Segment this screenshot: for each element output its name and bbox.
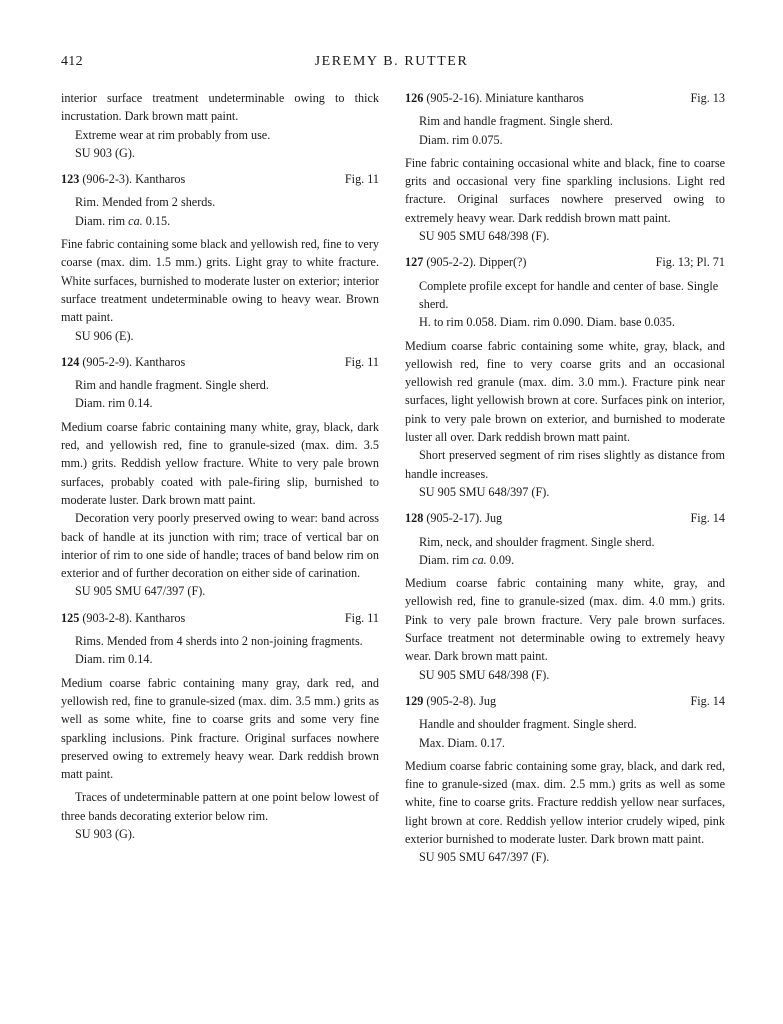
right-column bbox=[405, 89, 725, 867]
catalog-entry-124 bbox=[61, 353, 379, 601]
entry-title: (905-2-16). Miniature kantharos bbox=[423, 91, 584, 105]
running-head: JEREMY B. RUTTER bbox=[314, 54, 469, 69]
entry-dimensions: Diam. rim 0.14. bbox=[75, 396, 153, 411]
entry-dimensions: Diam. rim 0.14. bbox=[75, 652, 153, 667]
catalog-number: 125 bbox=[61, 610, 80, 625]
catalog-number: 126 bbox=[405, 91, 424, 105]
entry-description: Fine fabric containing occasional white and black, fine to coarse grits and occasional very fine sparkling inclusions. Light red fracture. Original surfaces nowhere preserved owing to extremely heavy wear. Dark reddish brown matt paint. bbox=[405, 155, 725, 225]
catalog-number: 123 bbox=[61, 172, 80, 187]
figure-ref: Fig. 11 bbox=[344, 354, 379, 369]
figure-ref: Fig. 13 bbox=[690, 91, 725, 105]
figure-ref: Fig. 11 bbox=[344, 172, 379, 187]
entry-su: SU 905 SMU 648/398 (F). bbox=[419, 229, 550, 244]
page-number: 412 bbox=[61, 54, 83, 69]
catalog-number: 128 bbox=[405, 511, 424, 526]
entry-preservation: Rim. Mended from 2 sherds. bbox=[75, 195, 216, 210]
entry-note: Short preserved segment of rim rises slightly as distance from handle increases. bbox=[405, 448, 725, 481]
entry-dimensions: Diam. rim 0.075. bbox=[419, 132, 503, 147]
entry-description: Medium coarse fabric containing some white, gray, black, and yellowish red, fine to very coarse grits and an occasional yellowish red granule (max. dim. 3.0 mm.). Fracture pink near surfaces, light yellowish brown at core. Surfaces pink on interior, pink to very pale brown on exterior, and burnished to moderate luster all over. Dark reddish brown matt paint. bbox=[405, 338, 725, 445]
entry-heading bbox=[61, 609, 379, 627]
entry-heading bbox=[61, 170, 379, 188]
catalog-entry-123 bbox=[61, 170, 379, 345]
entry-preservation: Rims. Mended from 4 sherds into 2 non-joining fragments. bbox=[75, 634, 363, 649]
catalog-number: 127 bbox=[405, 255, 424, 270]
entry-title: (905-2-17). Jug bbox=[423, 511, 503, 526]
catalog-entry-129 bbox=[405, 692, 725, 867]
entry-dimensions: Diam. rim ca. 0.15. bbox=[75, 213, 171, 228]
entry-dimensions: Max. Diam. 0.17. bbox=[419, 735, 505, 750]
entry-title: (905-2-9). Kantharos bbox=[79, 354, 186, 369]
entry-su: SU 905 SMU 647/397 (F). bbox=[75, 584, 206, 599]
entry-preservation: Complete profile except for handle and center of base. Single sherd. bbox=[419, 278, 719, 311]
figure-ref: Fig. 14 bbox=[690, 511, 725, 526]
figure-ref: Fig. 14 bbox=[690, 693, 725, 708]
entry-heading bbox=[61, 353, 379, 371]
entry-note: Traces of undeterminable pattern at one point below lowest of three bands decorating exterior below rim. bbox=[61, 790, 379, 823]
entry-dimensions: Diam. rim ca. 0.09. bbox=[419, 552, 515, 567]
catalog-number: 129 bbox=[405, 693, 424, 708]
entry-heading bbox=[405, 89, 725, 107]
entry-preservation: Handle and shoulder fragment. Single sherd. bbox=[419, 717, 637, 732]
entry-su: SU 906 (E). bbox=[75, 328, 134, 343]
entry-su: SU 905 SMU 647/397 (F). bbox=[419, 850, 550, 865]
entry-heading bbox=[405, 509, 725, 527]
entry-title: (905-2-2). Dipper(?) bbox=[423, 255, 527, 270]
entry-preservation: Rim, neck, and shoulder fragment. Single sherd. bbox=[419, 534, 655, 549]
entry-su: SU 905 SMU 648/398 (F). bbox=[419, 667, 550, 682]
entry-preservation: Rim and handle fragment. Single sherd. bbox=[419, 114, 613, 129]
entry-su: SU 905 SMU 648/397 (F). bbox=[419, 484, 550, 499]
catalog-entry-127 bbox=[405, 253, 725, 501]
figure-ref: Fig. 11 bbox=[344, 610, 379, 625]
entry-heading bbox=[405, 692, 725, 710]
entry-preservation: Rim and handle fragment. Single sherd. bbox=[75, 378, 269, 393]
catalog-entry-125 bbox=[61, 609, 379, 844]
catalog-entry-126 bbox=[405, 89, 725, 245]
continuation-text: interior surface treatment undeterminable owing to thick incrustation. Dark brown matt paint. bbox=[61, 91, 379, 124]
entry-heading bbox=[405, 253, 725, 271]
catalog-entry-128 bbox=[405, 509, 725, 684]
entry-description: Medium coarse fabric containing some gray, black, and dark red, fine to granule-sized (max. dim. 2.5 mm.) grits as well as some white, fine to coarse grits. Fracture reddish yellow near surfaces, light brown at core. Reddish yellow interior crudely wiped, pink exterior burnished to moderate luster. Dark brown matt paint. bbox=[405, 758, 725, 846]
entry-title: (903-2-8). Kantharos bbox=[79, 610, 186, 625]
entry-su: SU 903 (G). bbox=[75, 826, 135, 841]
continuation-su: SU 903 (G). bbox=[75, 145, 135, 160]
entry-dimensions: H. to rim 0.058. Diam. rim 0.090. Diam. base 0.035. bbox=[419, 315, 675, 330]
continuation-note: Extreme wear at rim probably from use. bbox=[75, 127, 271, 142]
entry-description: Fine fabric containing some black and yellowish red, fine to very coarse (max. dim. 1.5 mm.) grits. Light gray to white fracture. White surfaces, burnished to moderate luster on exterior; interior surface treatment undeterminable owing to heavy wear. Brown matt paint. bbox=[61, 237, 379, 325]
entry-title: (905-2-8). Jug bbox=[423, 693, 497, 708]
catalog-number: 124 bbox=[61, 354, 80, 369]
figure-ref: Fig. 13; Pl. 71 bbox=[655, 255, 725, 270]
entry-title: (906-2-3). Kantharos bbox=[79, 172, 186, 187]
entry-description: Medium coarse fabric containing many white, gray, black, dark red, and yellowish red, fine to granule-sized (max. dim. 3.5 mm.) grits. Reddish yellow fracture. White to very pale brown surfaces, probably coated with pale-firing slip, burnished to moderate luster. Dark brown matt paint. bbox=[61, 419, 379, 507]
entry-note: Decoration very poorly preserved owing to wear: band across back of handle at its junction with rim; trace of vertical bar on interior of rim to one side of handle; traces of band below rim on exterior and of further decoration on either side of carination. bbox=[61, 511, 379, 581]
entry-description: Medium coarse fabric containing many white, gray, and yellowish red, fine to granule-sized (max. dim. 4.0 mm.) grits. Pink to very pale brown fracture. Very pale brown surfaces. Surface treatment not determinable owing to extremely heavy wear. Dark brown matt paint. bbox=[405, 576, 725, 664]
entry-description: Medium coarse fabric containing many gray, dark red, and yellowish red, fine to granule-sized (max. dim. 3.5 mm.) grits as well as some white, fine to coarse grits and some very fine sparkling inclusions. Pink fracture. Original surfaces nowhere preserved owing to extremely heavy wear. Dark reddish brown matt paint. bbox=[61, 675, 379, 782]
left-column bbox=[61, 89, 379, 843]
